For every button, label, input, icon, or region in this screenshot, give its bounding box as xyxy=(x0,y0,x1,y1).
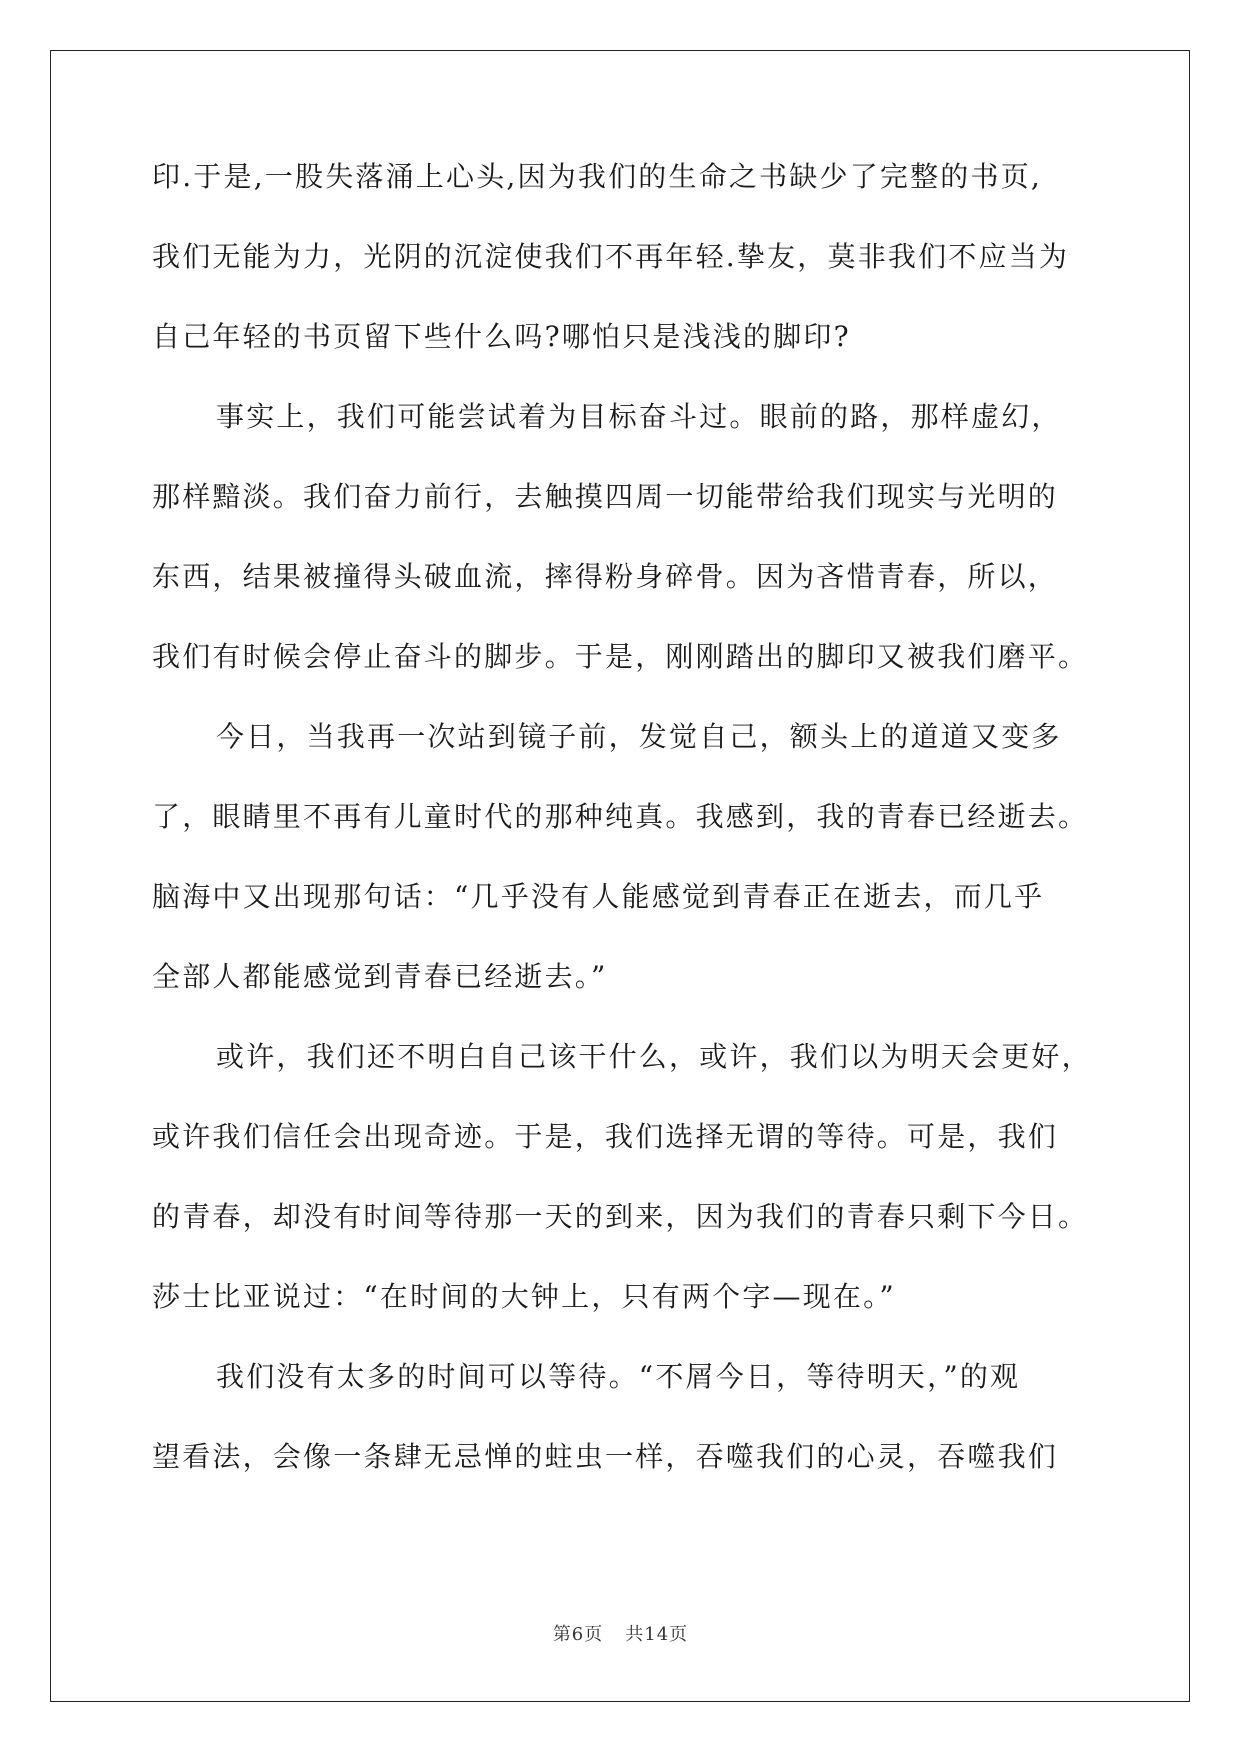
text-line: 我们无能为力，光阴的沉淀使我们不再年轻.挚友，莫非我们不应当为 xyxy=(152,240,1070,273)
text-line: 或许我们信任会出现奇迹。于是，我们选择无谓的等待。可是，我们 xyxy=(152,1120,1059,1153)
text-line: 或许，我们还不明白自己该干什么，或许，我们以为明天会更好， xyxy=(216,1040,1092,1073)
text-line: 脑海中又出现那句话：“几乎没有人能感觉到青春正在逝去，而几乎 xyxy=(152,880,1045,913)
text-line: 自己年轻的书页留下些什么吗?哪怕只是浅浅的脚印? xyxy=(152,320,851,353)
text-line: 莎士比亚说过：“在时间的大钟上，只有两个字—现在。” xyxy=(152,1280,896,1313)
page-total: 共14页 xyxy=(625,1624,689,1645)
page-number: 第6页 xyxy=(552,1624,604,1645)
text-line: 东西，结果被撞得头破血流，摔得粉身碎骨。因为吝惜青春，所以， xyxy=(152,560,1059,593)
text-line: 全部人都能感觉到青春已经逝去。” xyxy=(152,960,608,993)
document-body xyxy=(152,160,1092,1520)
text-line: 了，眼睛里不再有儿童时代的那种纯真。我感到，我的青春已经逝去。 xyxy=(152,800,1089,833)
text-line: 的青春，却没有时间等待那一天的到来，因为我们的青春只剩下今日。 xyxy=(152,1200,1089,1233)
text-line: 印.于是,一股失落涌上心头,因为我们的生命之书缺少了完整的书页, xyxy=(152,160,1043,193)
text-line: 那样黯淡。我们奋力前行，去触摸四周一切能带给我们现实与光明的 xyxy=(152,480,1059,513)
text-line: 今日，当我再一次站到镜子前，发觉自己，额头上的道道又变多 xyxy=(216,720,1062,753)
text-line: 我们没有太多的时间可以等待。“不屑今日，等待明天，”的观 xyxy=(216,1360,1021,1393)
page-footer xyxy=(0,1620,1241,1646)
text-line: 事实上，我们可能尝试着为目标奋斗过。眼前的路，那样虚幻， xyxy=(216,400,1062,433)
text-line: 望看法，会像一条肆无忌惮的蛀虫一样，吞噬我们的心灵，吞噬我们 xyxy=(152,1440,1059,1473)
text-line: 我们有时候会停止奋斗的脚步。于是，刚刚踏出的脚印又被我们磨平。 xyxy=(152,640,1089,673)
